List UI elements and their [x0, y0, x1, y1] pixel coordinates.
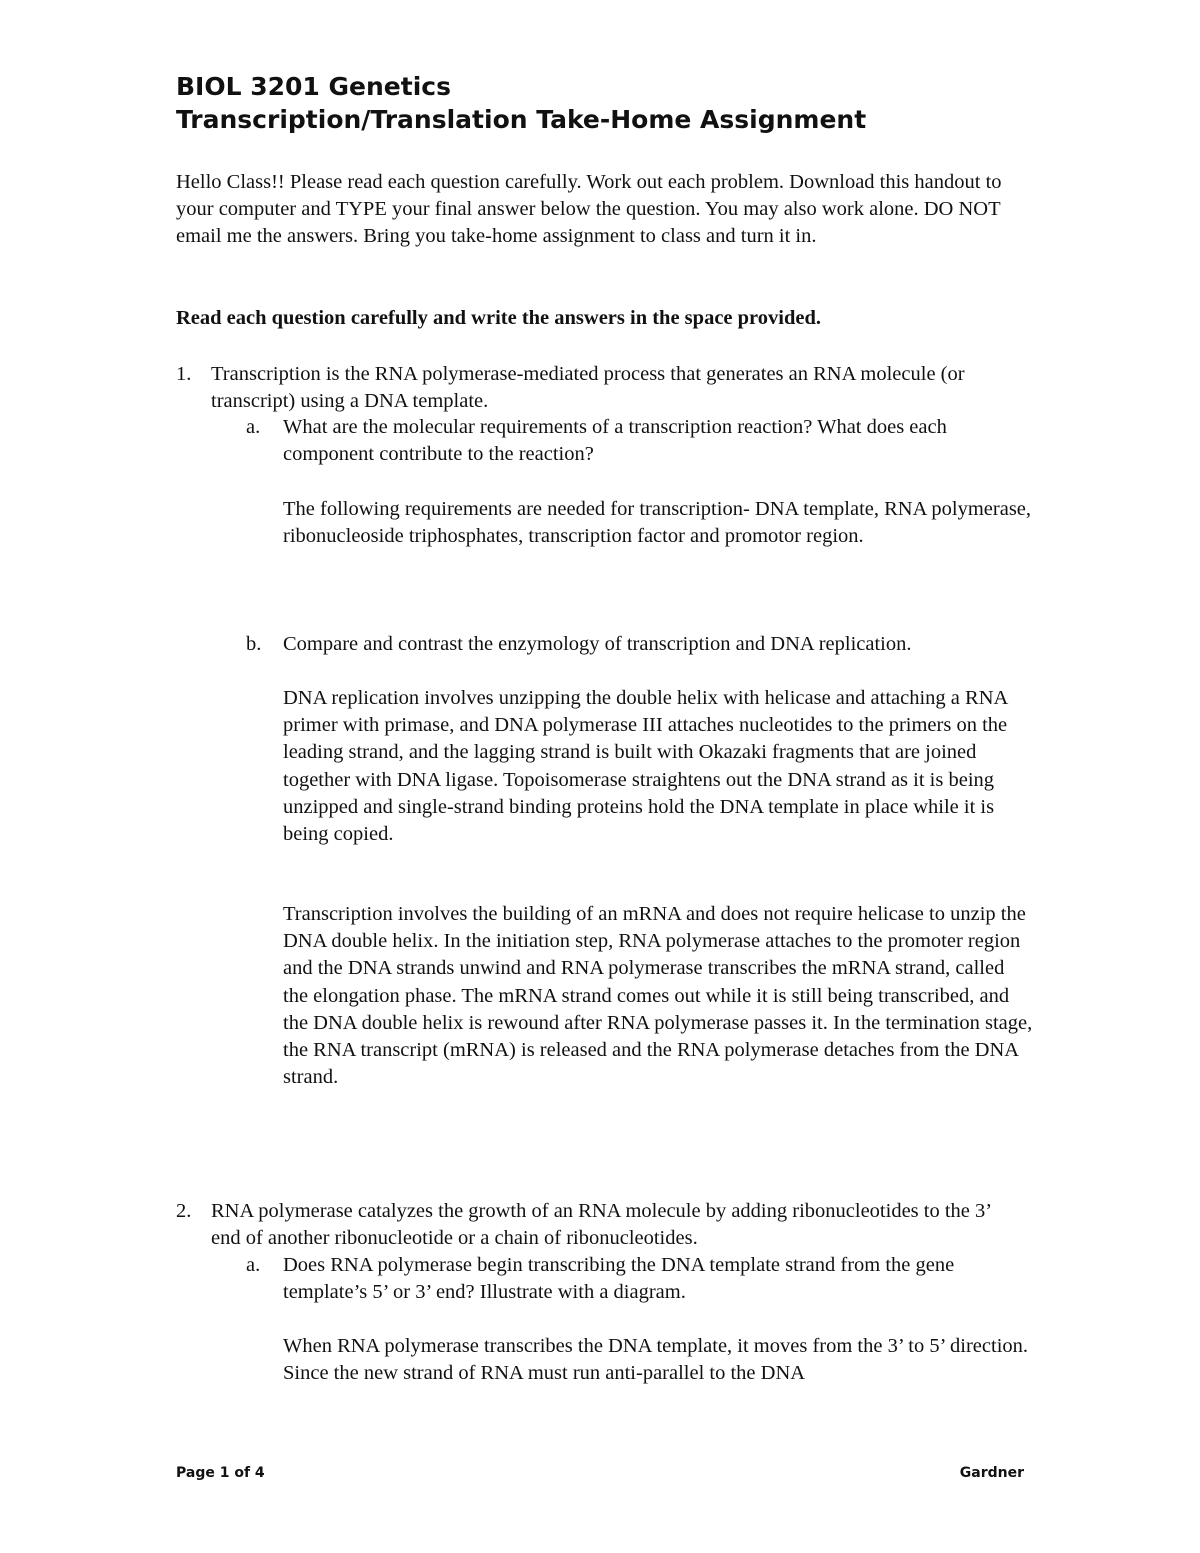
- question-1b: [246, 631, 1036, 658]
- part-text: Compare and contrast the enzymology of transcription and DNA replication.: [283, 633, 912, 655]
- question-number: 2.: [176, 1200, 192, 1222]
- question-text: Transcription is the RNA polymerase-mediated process that generates an RNA molecule (or transcript) using a DNA template.: [211, 363, 965, 413]
- answer-2a: When RNA polymerase transcribes the DNA template, it moves from the 3’ to 5’ direction. Since the new strand of RNA must run anti-parallel to the DNA: [283, 1335, 1029, 1385]
- question-1: [176, 361, 1036, 415]
- question-text: RNA polymerase catalyzes the growth of an RNA molecule by adding ribonucleotides to the 3’ end of another ribonucleotide or a chain of ribonucleotides.: [211, 1200, 991, 1250]
- assignment-title: Transcription/Translation Take-Home Assignment: [176, 105, 867, 134]
- course-title: BIOL 3201 Genetics: [176, 72, 451, 101]
- part-letter: b.: [246, 633, 262, 655]
- question-1a: [246, 414, 1036, 468]
- question-2a: [246, 1252, 1036, 1306]
- answer-1b-transcription: Transcription involves the building of an mRNA and does not require helicase to unzip the DNA double helix. In the initiation step, RNA polymerase attaches to the promoter region and the DNA strands unwind and RNA polymerase transcribes the mRNA strand, called the elongation phase. The mRNA strand comes out while it is still being transcribed, and the DNA double helix is rewound after RNA polymerase passes it. In the termination stage, the RNA transcript (mRNA) is released and the RNA polymerase detaches from the DNA strand.: [283, 903, 1033, 1089]
- part-text: Does RNA polymerase begin transcribing the DNA template strand from the gene template’s 5’ or 3’ end? Illustrate with a diagram.: [283, 1254, 955, 1304]
- intro-paragraph: Hello Class!! Please read each question carefully. Work out each problem. Download this handout to your computer and TYPE your final answer below the question. You may also work alone. DO NOT email me the answers. Bring you take-home assignment to class and turn it in.: [176, 171, 1002, 248]
- answer-1b-replication: DNA replication involves unzipping the double helix with helicase and attaching a RNA primer with primase, and DNA polymerase III attaches nucleotides to the primers on the leading strand, and the lagging strand is built with Okazaki fragments that are joined together with DNA ligase. Topoisomerase straightens out the DNA strand as it is being unzipped and single-strand binding proteins hold the DNA template in place while it is being copied.: [283, 687, 1008, 846]
- author-name: Gardner: [959, 1465, 1024, 1481]
- part-text: What are the molecular requirements of a transcription reaction? What does each component contribute to the reaction?: [283, 416, 947, 466]
- page-number: Page 1 of 4: [176, 1465, 265, 1481]
- part-letter: a.: [246, 416, 261, 438]
- question-number: 1.: [176, 363, 192, 385]
- instruction-text: Read each question carefully and write the answers in the space provided.: [176, 307, 821, 329]
- answer-1a: The following requirements are needed for transcription- DNA template, RNA polymerase, ribonucleoside triphosphates, transcription factor and promotor region.: [283, 498, 1032, 548]
- question-2: [176, 1198, 1036, 1252]
- part-letter: a.: [246, 1254, 261, 1276]
